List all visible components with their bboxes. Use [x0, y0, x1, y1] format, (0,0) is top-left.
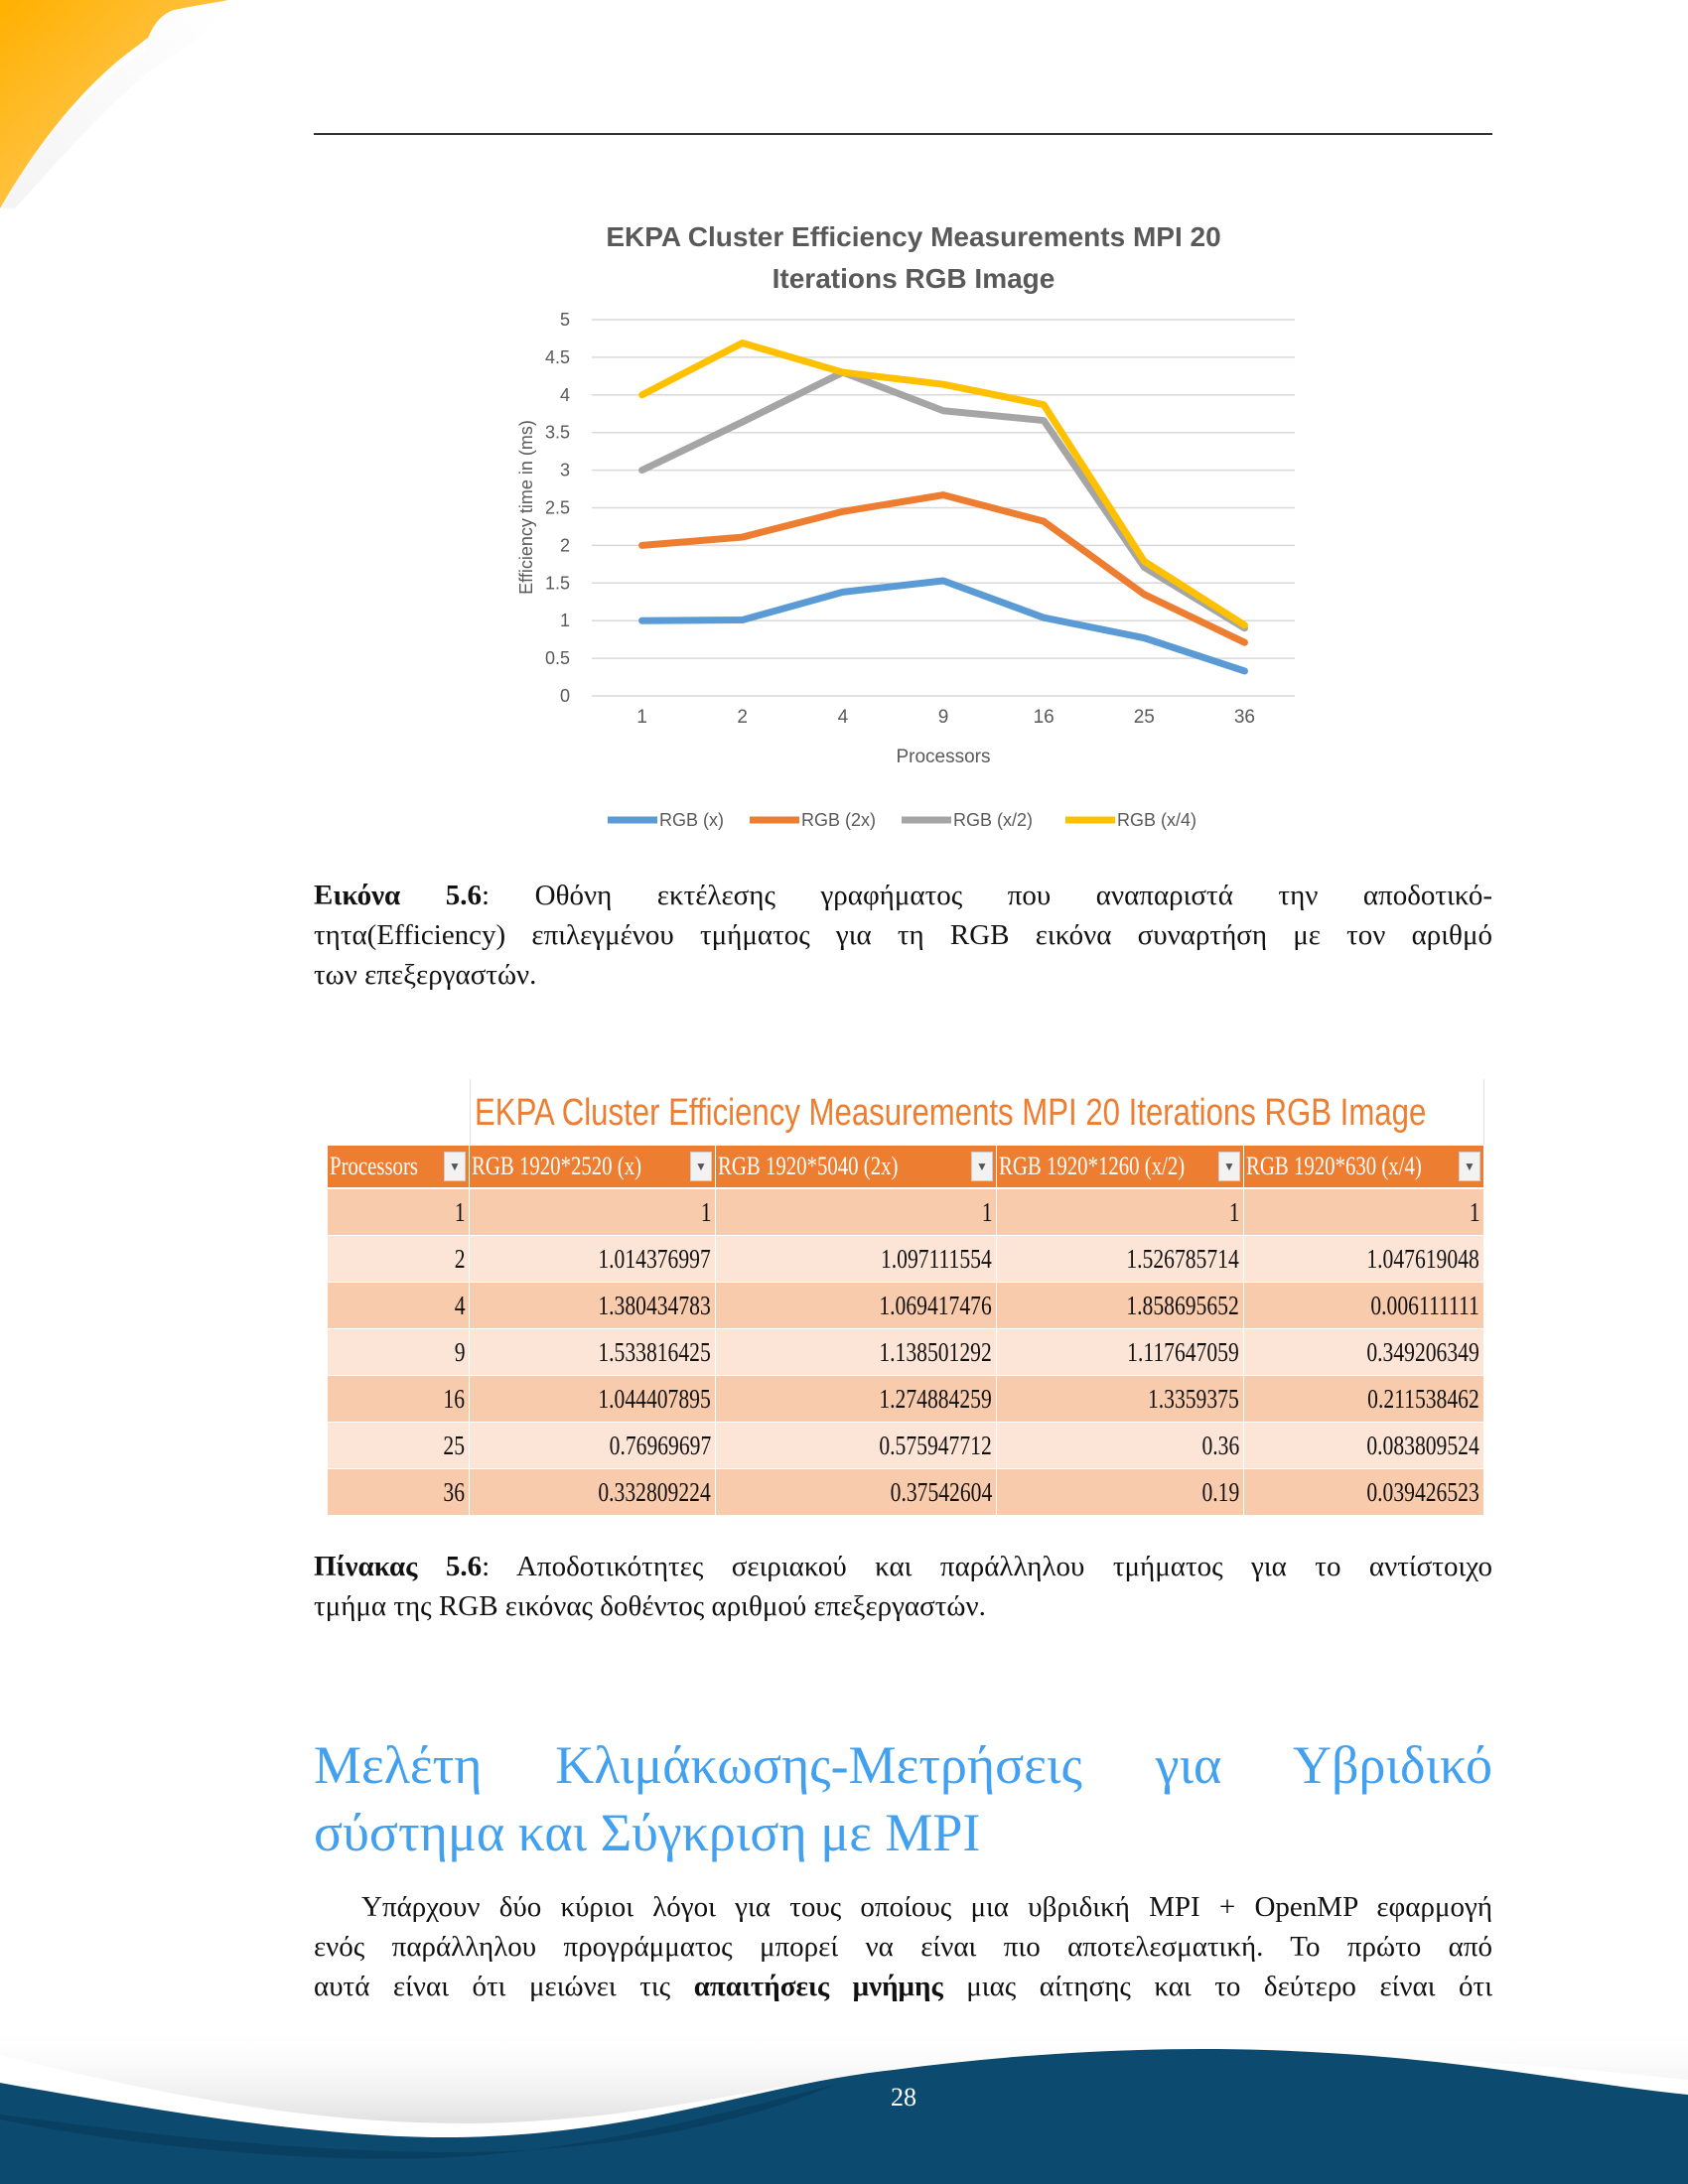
x-tick-label: 4 — [837, 707, 849, 728]
cell-value: 1.138501292 — [879, 1336, 992, 1367]
figure-caption-text: : Οθόνη εκτέλεσης γραφήματος που αναπαριστά την αποδοτικό- — [482, 880, 1492, 911]
cell-value: 16 — [443, 1383, 465, 1414]
cell-value: 0.76969697 — [609, 1430, 711, 1460]
table-row — [328, 1283, 1484, 1329]
cell-value: 1.3359375 — [1148, 1383, 1239, 1414]
table-cell — [328, 1376, 470, 1422]
table-row — [328, 1423, 1484, 1469]
table-cell — [328, 1189, 470, 1235]
table-row — [328, 1469, 1484, 1516]
cell-value: 1.044407895 — [598, 1383, 711, 1414]
table-cell — [716, 1236, 997, 1282]
section-heading-line-1: Μελέτη Κλιμάκωσης-Μετρήσεις για Υβριδικό — [314, 1735, 1492, 1795]
column-header — [470, 1146, 716, 1187]
table-cell — [716, 1329, 997, 1375]
table-cell — [997, 1283, 1244, 1328]
table-cell — [997, 1329, 1244, 1375]
cell-value: 0.211538462 — [1367, 1383, 1479, 1414]
cell-value: 1 — [981, 1196, 992, 1227]
x-tick-label: 9 — [937, 707, 949, 728]
cell-value: 1.533816425 — [598, 1336, 711, 1367]
table-cell — [716, 1283, 997, 1328]
table-cell — [997, 1189, 1244, 1235]
table-cell — [470, 1329, 716, 1375]
paragraph-line-3 — [314, 1967, 1492, 2006]
x-tick-label: 36 — [1233, 707, 1255, 728]
table-cell — [1244, 1469, 1484, 1515]
y-tick-label: 3 — [559, 460, 570, 480]
chart-title-line-2: Iterations RGB Image — [772, 263, 1055, 294]
cell-value: 0.37542604 — [890, 1476, 992, 1507]
cell-value: 4 — [454, 1290, 465, 1320]
table-cell — [997, 1376, 1244, 1422]
table-cell — [997, 1469, 1244, 1515]
x-tick-label: 1 — [636, 707, 647, 728]
figure-caption-line-3: των επεξεργαστών. — [314, 959, 537, 991]
cell-value: 1.380434783 — [598, 1290, 711, 1320]
paragraph-text: μιας αίτησης και το δεύτερο είναι ότι — [942, 1971, 1493, 2002]
paragraph-line-2: ενός παράλληλου προγράμματος μπορεί να είναι πιο αποτελεσματική. Το πρώτο από — [314, 1931, 1492, 1963]
table-cell — [470, 1423, 716, 1468]
paragraph-bold-text: απαιτήσεις μνήμης — [693, 1971, 943, 2002]
y-tick-label: 2.5 — [544, 497, 570, 518]
table-cell — [470, 1236, 716, 1282]
column-header-label: RGB 1920*630 (x/4) — [1246, 1152, 1422, 1180]
filter-dropdown-icon[interactable]: ▼ — [1218, 1152, 1240, 1181]
cell-value: 0.083809524 — [1366, 1430, 1479, 1460]
y-tick-label: 3.5 — [544, 422, 570, 443]
cell-value: 1 — [700, 1196, 711, 1227]
table-cell — [328, 1283, 470, 1328]
table-cell — [1244, 1376, 1484, 1422]
table-row — [328, 1236, 1484, 1283]
legend-label: RGB (x) — [659, 810, 724, 830]
cell-value: 0.19 — [1201, 1476, 1239, 1507]
x-axis-label: Processors — [896, 747, 991, 767]
table-cell — [328, 1236, 470, 1282]
cell-value: 0.349206349 — [1366, 1336, 1479, 1367]
series-line-rgb-x- — [642, 581, 1245, 671]
cell-value: 0.575947712 — [879, 1430, 992, 1460]
y-axis-label: Efficiency time in (ms) — [516, 420, 536, 595]
x-tick-label: 25 — [1133, 707, 1155, 728]
column-header-label: RGB 1920*5040 (2x) — [718, 1152, 899, 1180]
table-caption-label: Πίνακας 5.6 — [314, 1551, 483, 1582]
x-tick-label: 2 — [737, 707, 749, 728]
legend-label: RGB (x/4) — [1117, 810, 1197, 830]
footer-wave — [0, 2025, 1688, 2184]
column-header — [716, 1146, 997, 1187]
table-caption-text: : Αποδοτικότητες σειριακού και παράλληλου τμήματος για το αντίστοιχο — [482, 1551, 1492, 1582]
table-cell — [997, 1423, 1244, 1468]
chart-title-line-1: EKPA Cluster Efficiency Measurements MPI 20 — [606, 221, 1221, 252]
table-header-row — [328, 1146, 1484, 1188]
y-tick-label: 2 — [559, 535, 570, 556]
filter-dropdown-icon[interactable]: ▼ — [690, 1152, 712, 1181]
page-curl-decoration — [0, 0, 318, 238]
table-cell — [470, 1189, 716, 1235]
table-cell — [328, 1329, 470, 1375]
cell-value: 36 — [443, 1476, 465, 1507]
paragraph-text: αυτά είναι ότι μειώνει τις — [314, 1971, 694, 2002]
table-cell — [1244, 1329, 1484, 1375]
table-title: EKPA Cluster Efficiency Measurements MPI 20 Iterations RGB Image — [475, 1092, 1427, 1134]
cell-value: 1.097111554 — [881, 1243, 992, 1274]
table-row — [328, 1189, 1484, 1236]
y-tick-label: 1 — [559, 611, 570, 631]
column-header — [997, 1146, 1244, 1187]
filter-dropdown-icon[interactable]: ▼ — [971, 1152, 993, 1181]
figure-caption-label: Εικόνα 5.6 — [314, 880, 483, 911]
cell-value: 0.332809224 — [598, 1476, 711, 1507]
cell-value: 1.047619048 — [1366, 1243, 1479, 1274]
x-tick-label: 16 — [1033, 707, 1055, 728]
figure-caption-line-2: τητα(Efficiency) επιλεγμένου τμήματος για τη RGB εικόνα συναρτήση με τον αριθμό — [314, 919, 1492, 951]
legend-label: RGB (2x) — [801, 810, 877, 830]
cell-value: 1 — [454, 1196, 465, 1227]
table-cell — [716, 1423, 997, 1468]
table-cell — [716, 1376, 997, 1422]
cell-value: 2 — [454, 1243, 465, 1274]
cell-value: 9 — [454, 1336, 465, 1367]
table-cell — [328, 1469, 470, 1515]
table-caption-line-2: τμήμα της RGB εικόνας δοθέντος αριθμού επεξεργαστών. — [314, 1590, 986, 1622]
section-heading-line-2: σύστημα και Σύγκριση με MPI — [314, 1803, 981, 1862]
column-header — [328, 1146, 470, 1187]
y-tick-label: 0 — [559, 686, 570, 706]
table-cell — [1244, 1283, 1484, 1328]
table-row — [328, 1376, 1484, 1423]
page-number: 28 — [891, 2083, 916, 2112]
cell-value: 1.117647059 — [1127, 1336, 1239, 1367]
cell-value: 1.274884259 — [879, 1383, 992, 1414]
paragraph-line-1: Υπάρχουν δύο κύριοι λόγοι για τους οποίους μια υβριδική MPI + OpenMP εφαρμογή — [361, 1891, 1492, 1923]
table-row — [328, 1329, 1484, 1376]
cell-value: 1.014376997 — [598, 1243, 711, 1274]
filter-dropdown-icon[interactable]: ▼ — [1459, 1152, 1480, 1181]
column-header — [1244, 1146, 1484, 1187]
y-tick-label: 4.5 — [544, 346, 570, 367]
y-tick-label: 4 — [559, 384, 570, 405]
table-cell — [328, 1423, 470, 1468]
cell-value: 1.069417476 — [879, 1290, 992, 1320]
cell-value: 0.006111111 — [1370, 1290, 1479, 1320]
column-header-label: RGB 1920*2520 (x) — [472, 1152, 642, 1180]
table-cell — [1244, 1423, 1484, 1468]
efficiency-line-chart — [496, 199, 1331, 854]
column-header-label: RGB 1920*1260 (x/2) — [999, 1152, 1186, 1180]
table-caption-line-1 — [314, 1547, 1492, 1586]
table-cell — [716, 1469, 997, 1515]
figure-caption-line-1 — [314, 876, 1492, 915]
table-cell — [470, 1469, 716, 1515]
table-cell — [1244, 1236, 1484, 1282]
table-cell — [470, 1376, 716, 1422]
cell-value: 1.858695652 — [1126, 1290, 1239, 1320]
cell-value: 0.039426523 — [1366, 1476, 1479, 1507]
cell-value: 1.526785714 — [1126, 1243, 1239, 1274]
table-cell — [1244, 1189, 1484, 1235]
column-header-label: Processors — [330, 1152, 418, 1180]
y-tick-label: 5 — [559, 310, 570, 330]
table-cell — [716, 1189, 997, 1235]
cell-value: 25 — [443, 1430, 465, 1460]
y-tick-label: 0.5 — [544, 648, 570, 669]
cell-value: 1 — [1228, 1196, 1239, 1227]
cell-value: 0.36 — [1201, 1430, 1239, 1460]
legend-label: RGB (x/2) — [953, 810, 1034, 830]
y-tick-label: 1.5 — [544, 573, 570, 594]
cell-value: 1 — [1469, 1196, 1479, 1227]
header-rule — [314, 133, 1492, 135]
table-cell — [470, 1283, 716, 1328]
table-cell — [997, 1236, 1244, 1282]
filter-dropdown-icon[interactable]: ▼ — [444, 1152, 466, 1181]
